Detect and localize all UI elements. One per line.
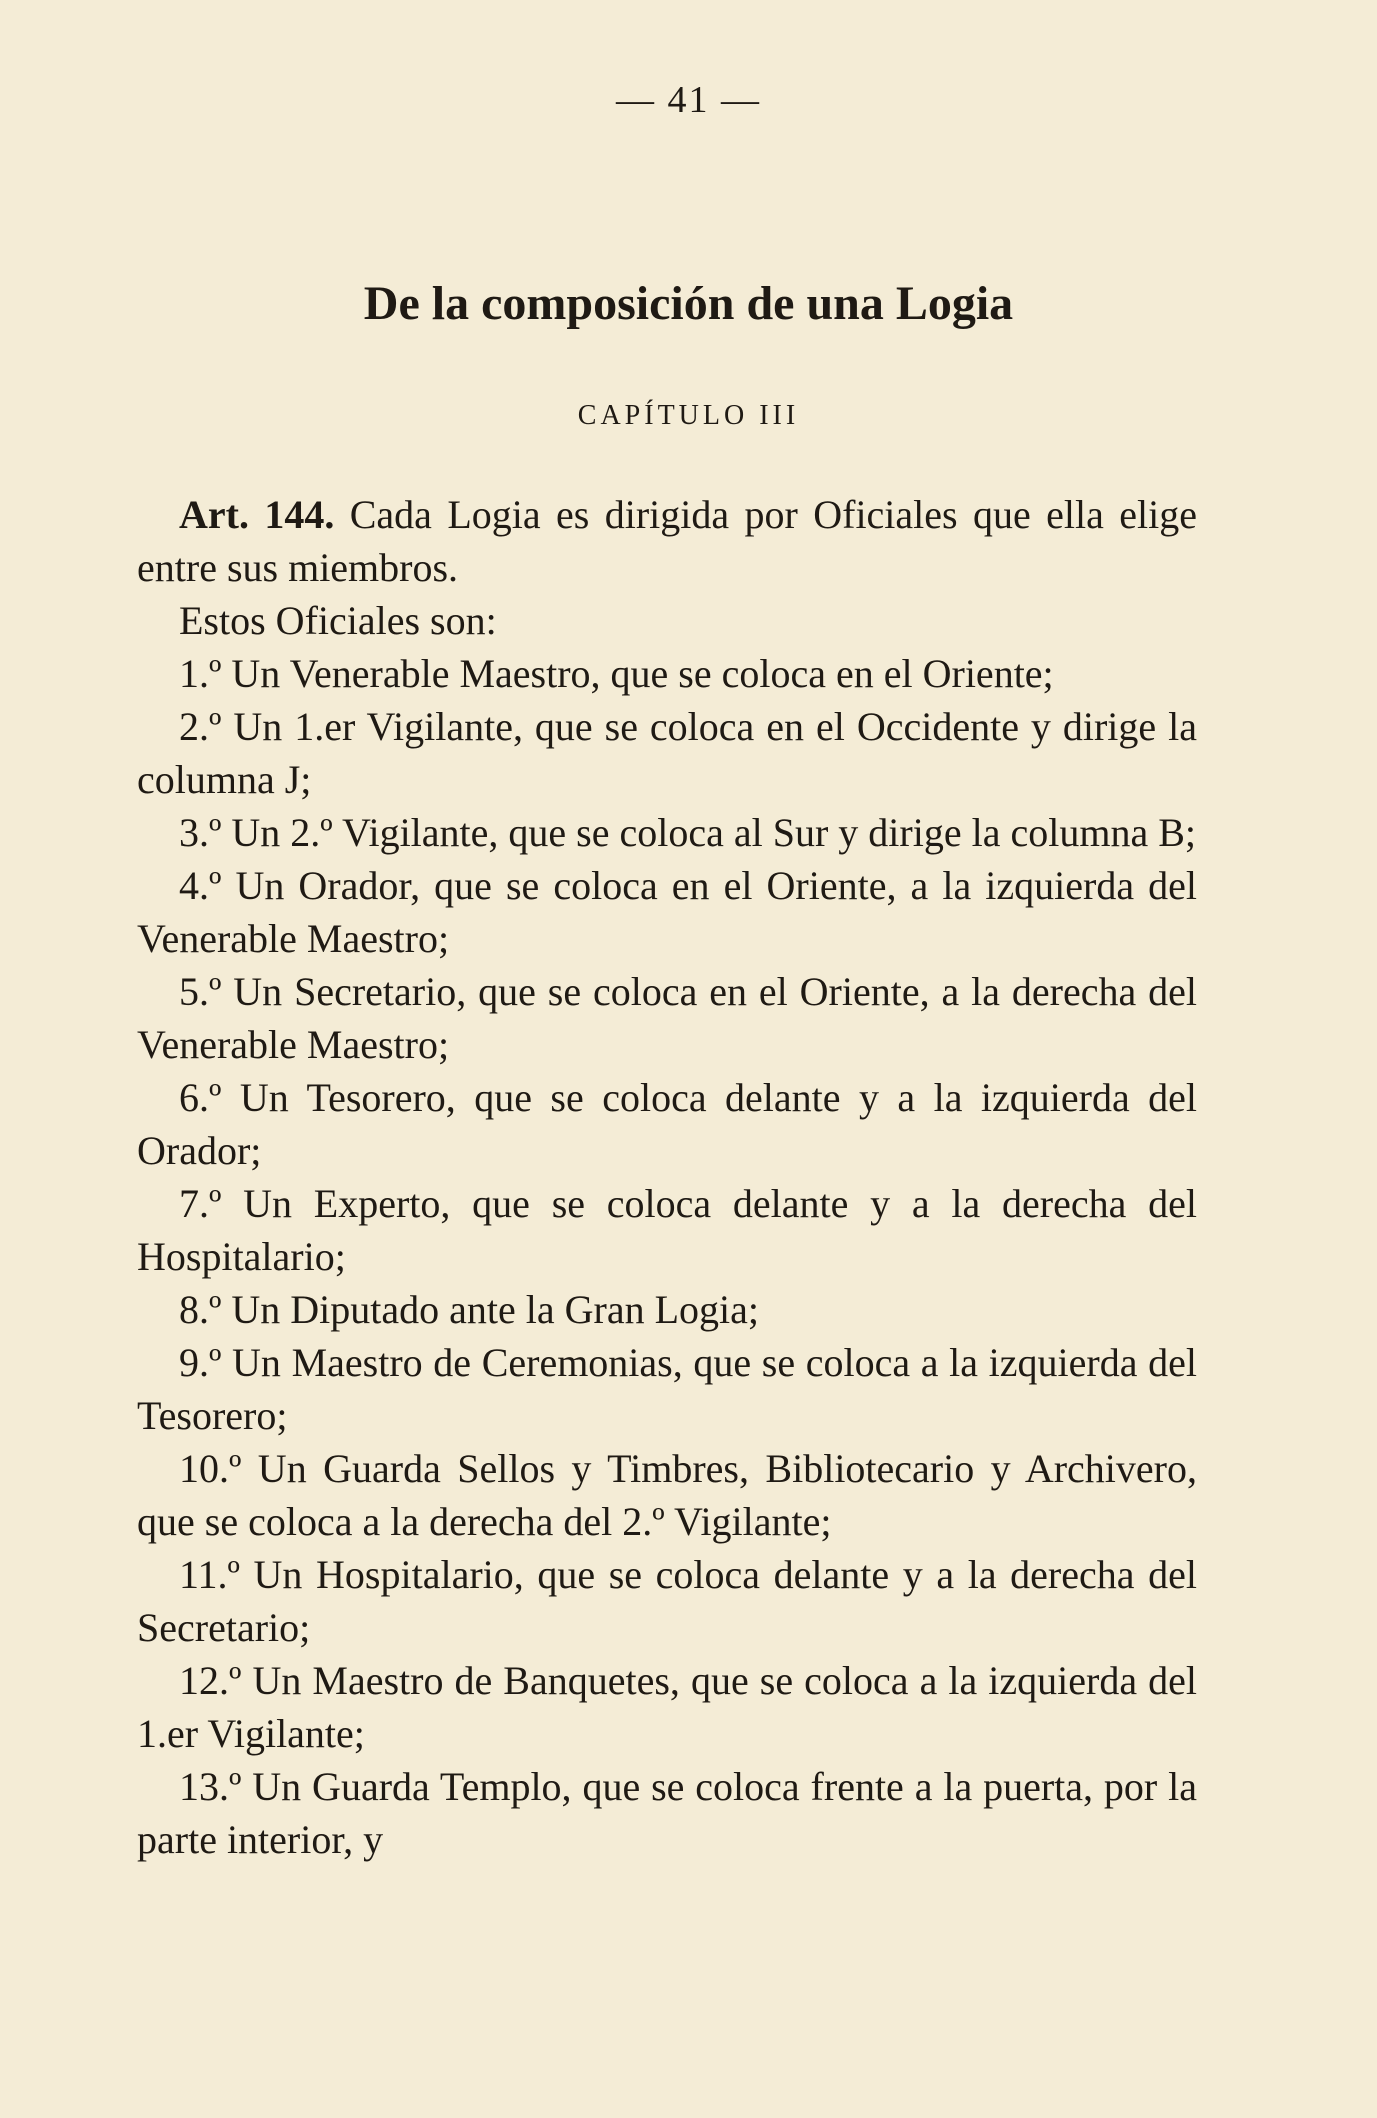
section-title: De la composición de una Logia [363,277,1014,330]
article-paragraph [137,488,1197,594]
list-item: 1.º Un Venerable Maestro, que se coloca en el Oriente; [179,651,1054,696]
chapter-heading: CAPÍTULO III [577,400,800,431]
intro-paragraph: Estos Oficiales son: [179,598,497,643]
article-text: Cada Logia es dirigida por Oficiales que ella elige entre sus miembros. [137,492,1198,590]
list-item: 4.º Un Orador, que se coloca en el Oriente, a la izquierda del Venerable Maestro; [137,863,1197,961]
list-item: 13.º Un Guarda Templo, que se coloca frente a la puerta, por la parte interior, y [137,1764,1197,1862]
list-item: 12.º Un Maestro de Banquetes, que se coloca a la izquierda del 1.er Vigilante; [137,1658,1197,1756]
list-item: 6.º Un Tesorero, que se coloca delante y a la izquierda del Orador; [137,1075,1197,1173]
article-label: Art. 144. [179,492,335,537]
page-number: — 41 — [616,79,761,121]
body-text [137,488,1197,1866]
list-item: 3.º Un 2.º Vigilante, que se coloca al Sur y dirige la columna B; [179,810,1196,855]
list-item: 7.º Un Experto, que se coloca delante y a la derecha del Hospitalario; [137,1181,1197,1279]
list-item: 11.º Un Hospitalario, que se coloca delante y a la derecha del Secretario; [137,1552,1197,1650]
list-item: 10.º Un Guarda Sellos y Timbres, Bibliotecario y Archivero, que se coloca a la derecha del 2.º Vigilante; [137,1446,1197,1544]
list-item: 8.º Un Diputado ante la Gran Logia; [179,1287,760,1332]
list-item: 2.º Un 1.er Vigilante, que se coloca en el Occidente y dirige la columna J; [137,704,1197,802]
list-item: 5.º Un Secretario, que se coloca en el Oriente, a la derecha del Venerable Maestro; [137,969,1197,1067]
list-item: 9.º Un Maestro de Ceremonias, que se coloca a la izquierda del Tesorero; [137,1340,1197,1438]
